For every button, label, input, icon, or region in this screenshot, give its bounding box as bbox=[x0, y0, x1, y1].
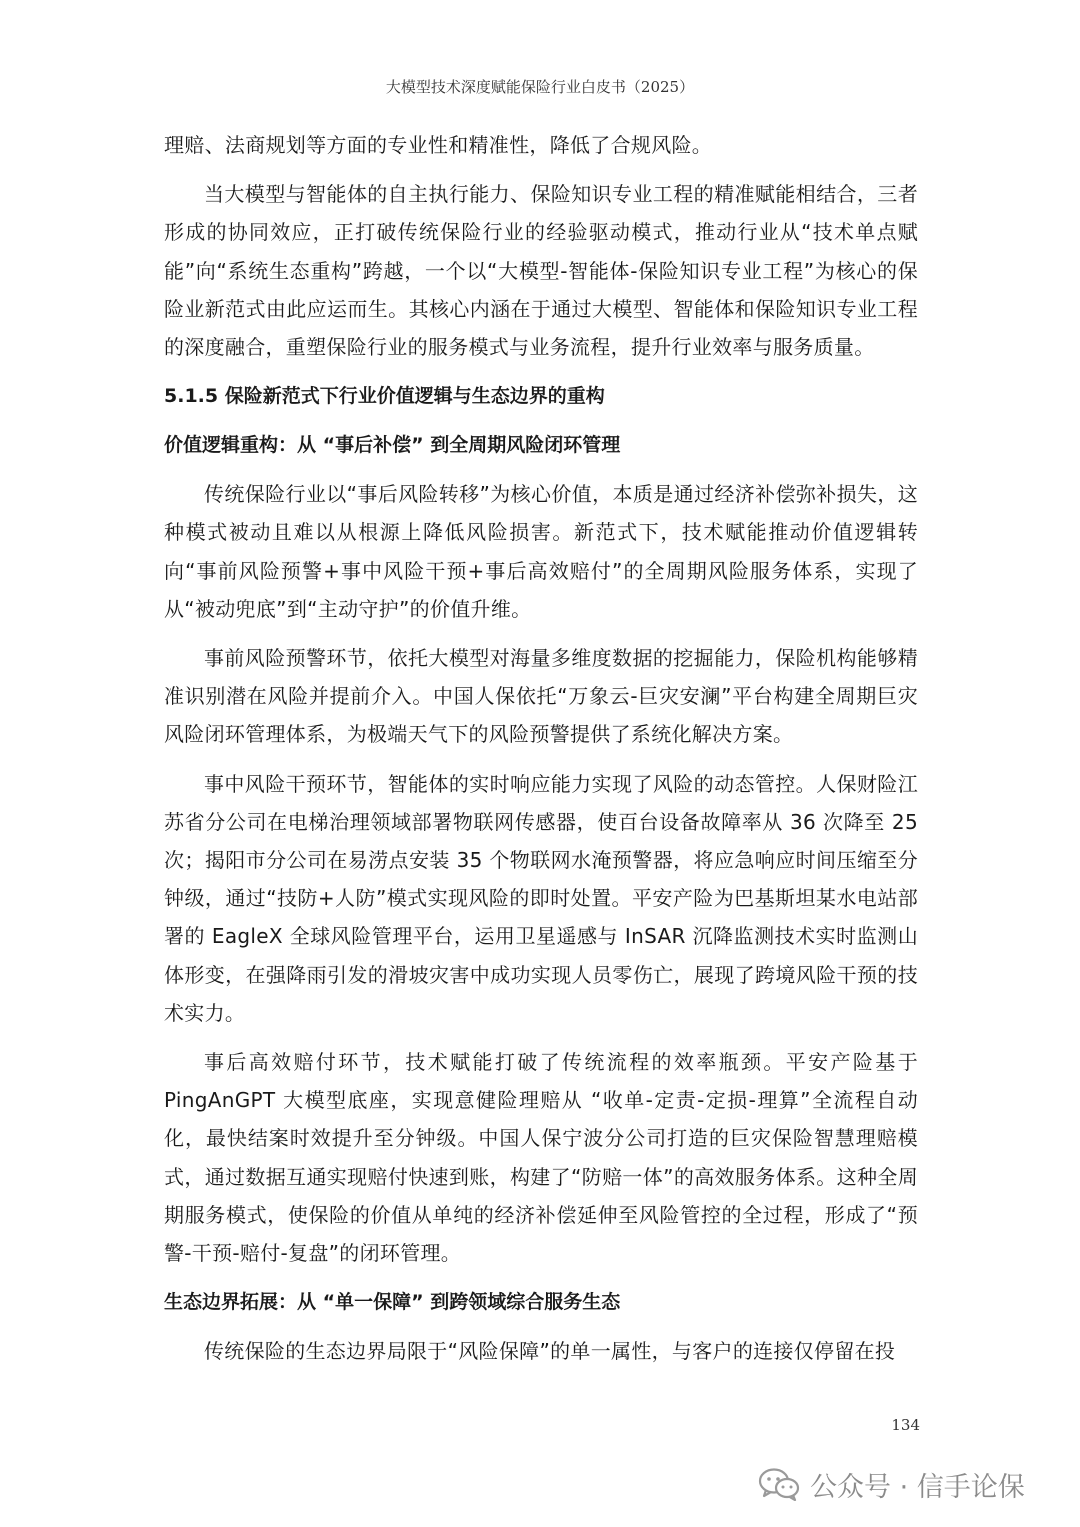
paragraph-new-paradigm: 当大模型与智能体的自主执行能力、保险知识专业工程的精准赋能相结合，三者形成的协同效应，正打破传统保险行业的经验驱动模式，推动行业从“技术单点赋能”向“系统生态重构”跨越，一个以“大模型-智能体-保险知识专业工程”为核心的保险业新范式由此应运而生。其核心内涵在于通过大模型、智能体和保险知识专业工程的深度融合，重塑保险行业的服务模式与业务流程，提升行业效率与服务质量。 bbox=[164, 182, 918, 360]
watermark-text: 公众号 · 信手论保 bbox=[810, 1471, 1025, 1503]
watermark bbox=[758, 1462, 1025, 1506]
page-number: 134 bbox=[891, 1416, 920, 1434]
page-body bbox=[164, 126, 918, 1370]
paragraph-traditional-value: 传统保险行业以“事后风险转移”为核心价值，本质是通过经济补偿弥补损失，这种模式被动且难以从根源上降低风险损害。新范式下，技术赋能推动价值逻辑转向“事前风险预警+事中风险干预+事后高效赔付”的全周期风险服务体系，实现了从“被动兜底”到“主动守护”的价值升维。 bbox=[164, 482, 918, 621]
paragraph-continuation: 理赔、法商规划等方面的专业性和精准性，降低了合规风险。 bbox=[164, 133, 713, 157]
subheading-value-logic: 价值逻辑重构：从 “事后补偿” 到全周期风险闭环管理 bbox=[164, 434, 621, 457]
paragraph-post-claims: 事后高效赔付环节，技术赋能打破了传统流程的效率瓶颈。平安产险基于 PingAnGPT 大模型底座，实现意健险理赔从 “收单-定责-定损-理算”全流程自动化，最快结案时效提升至分钟级。中国人保宁波分公司打造的巨灾保险智慧理赔模式，通过数据互通实现赔付快速到账，构建了“防赔一体”的高效服务体系。这种全周期服务模式，使保险的价值从单纯的经济补偿延伸至风险管控的全过程，形成了“预警-干预-赔付-复盘”的闭环管理。 bbox=[164, 1050, 918, 1266]
subheading-ecosystem-boundary: 生态边界拓展：从 “单一保障” 到跨领域综合服务生态 bbox=[164, 1291, 621, 1314]
section-heading-5-1-5: 5.1.5 保险新范式下行业价值逻辑与生态边界的重构 bbox=[164, 385, 605, 408]
paragraph-ecosystem-intro: 传统保险的生态边界局限于“风险保障”的单一属性，与客户的连接仅停留在投 bbox=[204, 1339, 896, 1364]
paragraph-pre-risk-warning: 事前风险预警环节，依托大模型对海量多维度数据的挖掘能力，保险机构能够精准识别潜在风险并提前介入。中国人保依托“万象云-巨灾安澜”平台构建全周期巨灾风险闭环管理体系，为极端天气下的风险预警提供了系统化解决方案。 bbox=[164, 646, 918, 747]
paragraph-in-process-intervention: 事中风险干预环节，智能体的实时响应能力实现了风险的动态管控。人保财险江苏省分公司在电梯治理领域部署物联网传感器，使百台设备故障率从 36 次降至 25 次；揭阳市分公司在易涝点安装 35 个物联网水淹预警器，将应急响应时间压缩至分钟级，通过“技防+人防”模式实现风险的即时处置。平安产险为巴基斯坦某水电站部署的 EagleX 全球风险管理平台，运用卫星遥感与 InSAR 沉降监测技术实时监测山体形变，在强降雨引发的滑坡灾害中成功实现人员零伤亡，展现了跨境风险干预的技术实力。 bbox=[164, 771, 918, 1025]
running-header: 大模型技术深度赋能保险行业白皮书（2025） bbox=[385, 78, 695, 96]
wechat-icon bbox=[758, 1467, 800, 1501]
